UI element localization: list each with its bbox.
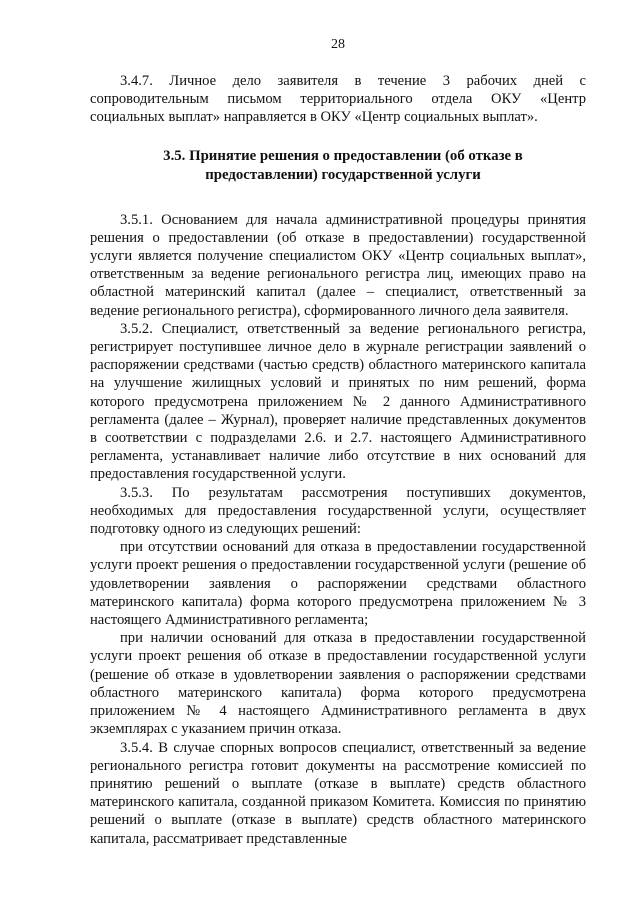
paragraph-3-5-2: 3.5.2. Специалист, ответственный за ведение регионального регистра, регистрирует поступившее личное дело в журнале регистрации заявлений о распоряжении средствами (частью средств) областного материнского капитала на улучшение жилищных условий и принятых по ним решений, форма которого предусмотрена приложением № 2 данного Административного регламента (далее – Журнал), проверяет наличие представленных документов в соответствии с подразделами 2.6. и 2.7. настоящего Административного регламента, устанавливает наличие либо отсутствие в них оснований для предоставления государственной услуги. bbox=[90, 320, 586, 483]
paragraph-3-5-3-option-refuse: при наличии оснований для отказа в предоставлении государственной услуги проект решения об отказе в предоставлении государственной услуги (решение об отказе в удовлетворении заявления о распоряжении средствами областного материнского капитала) форма которого предусмотрена приложением № 4 настоящего Административного регламента в двух экземплярах с указанием причин отказа. bbox=[90, 630, 586, 738]
paragraph-3-5-3: 3.5.3. По результатам рассмотрения поступивших документов, необходимых для предоставления государственной услуги, осуществляет подготовку одного из следующих решений: bbox=[90, 484, 586, 538]
section-heading-line-1: 3.5. Принятие решения о предоставлении (об отказе в bbox=[163, 147, 523, 164]
section-heading-line-2: предоставлении) государственной услуги bbox=[205, 166, 481, 183]
paragraph-3-5-4: 3.5.4. В случае спорных вопросов специалист, ответственный за ведение регионального регистра готовит документы на рассмотрение комиссией по принятию решений о выплате (отказе в выплате) средств областного материнского капитала, созданной приказом Комитета. Комиссия по принятию решений о выплате (отказе в выплате) средств областного материнского капитала, рассматривает представленные bbox=[90, 739, 586, 847]
paragraph-3-4-7: 3.4.7. Личное дело заявителя в течение 3 рабочих дней с сопроводительным письмом территориального отдела ОКУ «Центр социальных выплат» направляется в ОКУ «Центр социальных выплат». bbox=[90, 73, 586, 126]
page-number: 28 bbox=[331, 37, 345, 52]
section-heading-3-5 bbox=[90, 147, 586, 185]
paragraph-3-5-1: 3.5.1. Основанием для начала административной процедуры принятия решения о предоставлении (об отказе в предоставлении) государственной услуги является получение специалистом ОКУ «Центр социальных выплат», ответственным за ведение регионального регистра лиц, имеющих право на областной материнский капитал (далее – специалист, ответственный за ведение регионального регистра), сформированного личного дела заявителя. bbox=[90, 211, 586, 319]
paragraph-3-5-3-option-grant: при отсутствии оснований для отказа в предоставлении государственной услуги проект решения о предоставлении государственной услуги (решение об удовлетворении заявления о распоряжении средствами областного материнского капитала) форма которого предусмотрена приложением № 3 настоящего Административного регламента; bbox=[90, 539, 586, 629]
